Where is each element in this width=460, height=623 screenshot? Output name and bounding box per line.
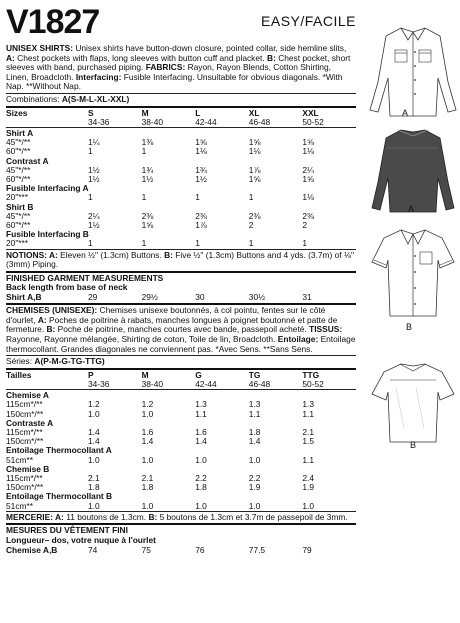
yardage-row: [6, 221, 356, 230]
yardage-cell: 1.8: [141, 483, 154, 493]
yardage-cell: 1⅛: [195, 147, 207, 157]
yardage-cell: 1.2: [88, 400, 100, 410]
yardage-cell: 1½: [195, 174, 207, 184]
yardage-cell: 1: [195, 193, 200, 203]
size-range-row: [6, 118, 356, 128]
finished-measurements-title-fr: MESURES DU VÊTEMENT FINI: [6, 525, 128, 536]
fabric-group-title: Shirt A: [6, 128, 34, 138]
back-length-label-fr: Longueur– dos, votre nuque à l'ourlet: [6, 534, 156, 545]
text-a-fr: Poches de poitrine à rabats, manches longues à poignet boutonné et patte de fermeture.: [6, 314, 338, 335]
fabric-group-title: Contraste A: [6, 418, 54, 428]
heading-b-fr: B:: [46, 324, 58, 335]
size-cell: TTG: [302, 370, 320, 380]
fabric-width-label: 60"*/**: [6, 147, 31, 157]
yardage-cell: 1.0: [88, 455, 100, 465]
yardage-cell: 1.1: [302, 455, 315, 465]
text-b: Chest pocket, short sleeves with band, purchased piping.: [6, 52, 351, 73]
range-cell: 46-48: [248, 379, 271, 389]
fabric-group-row: [6, 446, 356, 455]
mercerie-text-b: 5 boutons de 1.3cm et 3.7m de passepoil de 3mm.: [159, 511, 348, 522]
fabric-width-label: 60"*/**: [6, 174, 31, 184]
yardage-cell: 1⅛: [302, 147, 315, 157]
yardage-body-en: [6, 129, 356, 249]
fabric-group-title: Entoilage Thermocollant B: [6, 492, 113, 502]
yardage-row: [6, 239, 356, 249]
size-cell: P: [88, 370, 94, 380]
fabric-group-row: [6, 419, 356, 428]
yardage-cell: 1.1: [195, 409, 207, 419]
heading-b: B:: [267, 52, 279, 63]
fabric-group-title: Entoilage Thermocollant A: [6, 446, 112, 456]
yardage-cell: 1¾: [141, 165, 154, 175]
yardage-cell: 2⅜: [195, 211, 207, 221]
combinations-line: [6, 95, 356, 105]
yardage-cell: 1⅛: [248, 147, 261, 157]
yardage-row: [6, 456, 356, 465]
yardage-cell: 1: [88, 239, 93, 249]
yardage-row: [6, 166, 356, 175]
yardage-row: [6, 138, 356, 147]
fabric-width-label: 20"***: [6, 239, 29, 249]
fabric-group-title: Fusible Interfacing B: [6, 230, 89, 240]
yardage-row: [6, 437, 356, 446]
divider: [6, 368, 356, 370]
size-cell: M: [141, 370, 149, 380]
yardage-cell: 1: [302, 239, 308, 249]
fabric-width-label: 51cm**: [6, 501, 33, 511]
measure-cell: 79: [302, 545, 312, 555]
yardage-cell: 1.0: [88, 409, 100, 419]
series-label: Séries:: [6, 356, 35, 367]
shirt-b-back-illustration: [368, 358, 458, 446]
yardage-cell: 1.4: [248, 437, 261, 447]
yardage-cell: 1½: [141, 174, 154, 184]
divider: [6, 106, 356, 108]
range-cell: 42-44: [195, 379, 217, 389]
blank-cell: [6, 380, 88, 390]
yardage-row: [6, 502, 356, 512]
yardage-cell: 1.9: [248, 483, 261, 493]
yardage-cell: 1.1: [248, 409, 261, 419]
yardage-cell: 1.0: [141, 455, 154, 465]
fabric-width-label: 115cm*/**: [6, 400, 43, 410]
yardage-cell: 1½: [88, 174, 100, 184]
yardage-cell: 1⅞: [195, 221, 207, 230]
yardage-cell: 1.6: [195, 427, 207, 437]
difficulty-level: EASY/FACILE: [261, 13, 356, 29]
yardage-cell: 2.2: [195, 473, 207, 483]
size-cell: XXL: [302, 108, 319, 118]
series-value: A(P-M-G-TG-TTG): [34, 356, 105, 367]
yardage-cell: 1⅛: [302, 193, 315, 203]
yardage-cell: 1½: [88, 221, 100, 230]
range-cell: 34-36: [88, 379, 110, 389]
series-line: [6, 357, 356, 367]
figure-label-b-back: B: [410, 440, 417, 450]
yardage-cell: 1: [248, 239, 254, 249]
fabric-group-title: Chemise B: [6, 464, 50, 474]
yardage-cell: 1: [88, 147, 93, 157]
notions-en: [6, 251, 356, 270]
text-entoilage: Entoilage thermocollant. Grandes diagonales ne conviennent pas. *Avec Sens. **Sans Sens.: [6, 333, 356, 354]
fabric-group-row: [6, 492, 356, 501]
heading-a-fr: A:: [37, 314, 50, 325]
fabric-group-title: Contrast A: [6, 156, 49, 166]
yardage-cell: 1.0: [141, 501, 154, 511]
fabric-width-label: 45"*/**: [6, 138, 31, 148]
yardage-cell: 1.4: [195, 437, 207, 447]
fabric-group-row: [6, 230, 356, 239]
pattern-info-column: [6, 44, 356, 555]
combinations-value: A(S-M-L-XL-XXL): [61, 93, 130, 104]
fabric-width-label: 45"*/**: [6, 165, 31, 175]
yardage-cell: 1.0: [195, 501, 207, 511]
yardage-cell: 1.4: [88, 427, 100, 437]
measure-cell: 76: [195, 545, 205, 555]
yardage-cell: 1: [141, 193, 147, 203]
yardage-cell: 1: [88, 193, 93, 203]
measure-cell: 75: [141, 545, 151, 555]
fabric-group-row: [6, 465, 356, 474]
size-cell: XL: [248, 108, 260, 118]
yardage-cell: 1⅝: [302, 138, 315, 148]
yardage-cell: 1.0: [302, 501, 315, 511]
range-cell: 38-40: [141, 379, 164, 389]
yardage-cell: 1: [195, 239, 200, 249]
yardage-cell: 1⅝: [248, 174, 261, 184]
yardage-body-fr: [6, 391, 356, 511]
measure-cell: 31: [302, 292, 312, 302]
heading-entoilage: Entoilage:: [277, 333, 321, 344]
fabric-width-label: 20"***: [6, 193, 29, 203]
heading-tissus: TISSUS:: [309, 324, 343, 335]
size-cell: G: [195, 370, 202, 380]
text-unisex: Unisex shirts have button-down closure, pointed collar, side hemline slits,: [75, 43, 347, 53]
mercerie-heading: MERCERIE: A:: [6, 511, 67, 522]
size-header-row: [6, 109, 356, 118]
yardage-cell: 1.2: [141, 400, 154, 410]
yardage-table-en: [6, 109, 356, 251]
heading-fabrics: FABRICS:: [145, 62, 188, 73]
fabric-group-row: [6, 184, 356, 193]
fabric-width-label: 150cm*/**: [6, 409, 44, 419]
measure-cell: 29: [88, 292, 98, 302]
yardage-cell: 1.3: [248, 400, 261, 410]
yardage-cell: 1.3: [302, 400, 315, 410]
range-cell: 46-48: [248, 117, 271, 127]
pattern-number: V1827: [6, 3, 100, 41]
yardage-cell: 2: [248, 221, 254, 230]
heading-unisex: UNISEX SHIRTS:: [6, 43, 76, 53]
fabric-group-row: [6, 129, 356, 138]
yardage-cell: 1½: [88, 165, 100, 175]
measure-cell: 74: [88, 545, 98, 555]
sizes-label: Sizes: [6, 108, 28, 118]
range-cell: 50-52: [302, 117, 324, 127]
finished-row-en: [6, 293, 356, 302]
yardage-table-fr: [6, 371, 356, 513]
size-cell: L: [195, 108, 201, 118]
finished-measurements-title: FINISHED GARMENT MEASUREMENTS: [6, 272, 164, 283]
fabric-width-label: 150cm*/**: [6, 483, 44, 493]
measure-cell: 30½: [248, 292, 266, 302]
mercerie-text-a: 11 boutons de 1.3cm.: [66, 511, 149, 522]
fabric-width-label: 115cm*/**: [6, 473, 43, 483]
yardage-cell: 1.3: [195, 400, 207, 410]
fabric-group-title: Fusible Interfacing A: [6, 184, 89, 194]
size-header-row: [6, 371, 356, 380]
shirt-a-back-illustration: [368, 124, 458, 216]
fabric-group-row: [6, 157, 356, 166]
yardage-cell: 1: [141, 147, 147, 157]
heading-interfacing: Interfacing:: [75, 71, 124, 82]
fabric-width-label: 45"*/**: [6, 211, 31, 221]
fabric-group-title: Shirt B: [6, 202, 34, 212]
yardage-cell: 1.0: [248, 501, 261, 511]
yardage-cell: 1⅝: [195, 138, 207, 148]
notions-heading: NOTIONS: A:: [6, 249, 61, 260]
yardage-cell: 1⅝: [141, 221, 154, 230]
yardage-cell: 1⅝: [248, 138, 261, 148]
yardage-row: [6, 212, 356, 221]
finished-row-fr: [6, 546, 356, 555]
description-en: [6, 44, 356, 92]
yardage-cell: 1⅜: [141, 138, 154, 148]
figure-label-a-back: A: [408, 204, 415, 214]
yardage-cell: 1.0: [195, 455, 207, 465]
range-cell: 34-36: [88, 117, 110, 127]
yardage-cell: 1¾: [195, 165, 207, 175]
measure-cell: 77.5: [248, 545, 266, 555]
size-range-row: [6, 380, 356, 390]
yardage-row: [6, 175, 356, 184]
fabric-group-row: [6, 203, 356, 212]
yardage-cell: 2.2: [248, 473, 261, 483]
combinations-label: Combinations:: [6, 93, 62, 104]
yardage-cell: 2: [302, 221, 308, 230]
yardage-cell: 1.8: [248, 427, 261, 437]
yardage-row: [6, 410, 356, 419]
yardage-cell: 1.4: [141, 437, 154, 447]
yardage-cell: 1.5: [302, 437, 315, 447]
yardage-cell: 2⅜: [248, 211, 261, 221]
yardage-cell: 1.4: [88, 437, 100, 447]
notions-b-heading: B:: [164, 249, 176, 260]
yardage-row: [6, 193, 356, 202]
yardage-cell: 1.1: [302, 409, 315, 419]
yardage-cell: 1⅞: [248, 165, 261, 175]
yardage-cell: 1.8: [88, 483, 100, 493]
notions-text-a: Eleven ½" (1.3cm) Buttons.: [60, 249, 165, 260]
text-chemises: Chemises unisexe boutonnés, à col pointu, fentes sur le côté d'ourlet,: [6, 305, 326, 325]
size-cell: S: [88, 108, 94, 118]
size-cell: M: [141, 108, 149, 118]
back-length-label: Back length from base of neck: [6, 282, 128, 293]
yardage-cell: 2⅜: [302, 211, 315, 221]
text-b-fr: Poche de poitrine, manches courtes avec bande, passepoil acheté.: [57, 324, 310, 335]
yardage-cell: 1.0: [141, 409, 154, 419]
blank-cell: [6, 118, 88, 128]
yardage-cell: 1.0: [248, 455, 261, 465]
yardage-cell: 1.0: [88, 501, 100, 511]
notions-text-b: Five ½" (1.3cm) Buttons and 4 yds. (3.7m) of ⅛" (3mm) Piping.: [6, 249, 354, 270]
fabric-group-row: [6, 391, 356, 400]
shirt-a-front-illustration: [368, 22, 458, 120]
heading-chemises: CHEMISES (UNISEXE):: [6, 305, 100, 316]
fabric-group-title: Chemise A: [6, 391, 49, 401]
fabric-width-label: 51cm**: [6, 455, 33, 465]
yardage-cell: 2¼: [302, 165, 315, 175]
yardage-row: [6, 147, 356, 156]
range-cell: 50-52: [302, 379, 324, 389]
yardage-cell: 2.1: [141, 473, 154, 483]
mercerie-b-heading: B:: [148, 511, 160, 522]
yardage-cell: 2¼: [88, 211, 100, 221]
yardage-cell: 1: [141, 239, 147, 249]
yardage-cell: 2.4: [302, 473, 315, 483]
yardage-cell: 1.6: [141, 427, 154, 437]
size-cell: TG: [248, 370, 261, 380]
yardage-cell: 2⅜: [141, 211, 154, 221]
figure-label-b: B: [406, 322, 413, 332]
yardage-cell: 1¼: [88, 138, 100, 148]
text-fabrics: Rayon, Rayon Blends, Cotton Shirting, Linen, Broadcloth.: [6, 62, 331, 82]
description-fr: [6, 306, 356, 354]
fabric-width-label: 60"*/**: [6, 221, 31, 230]
text-interfacing: Fusible Interfacing. Unsuitable for obvious diagonals. *With Nap. **Without Nap.: [6, 71, 343, 92]
garment-label: Chemise A,B: [6, 545, 58, 555]
heading-a: A:: [6, 52, 18, 63]
text-a: Chest pockets with flaps, long sleeves with button cuff and placket.: [17, 52, 268, 63]
measure-cell: 29½: [141, 292, 158, 302]
yardage-row: [6, 474, 356, 483]
yardage-row: [6, 400, 356, 409]
fabric-width-label: 115cm*/**: [6, 427, 43, 437]
yardage-cell: 2.1: [88, 473, 100, 483]
shirt-b-front-illustration: [368, 222, 458, 322]
sizes-label: Tailles: [6, 370, 32, 380]
yardage-row: [6, 428, 356, 437]
yardage-cell: 1.8: [195, 483, 207, 493]
yardage-cell: 1.9: [302, 483, 315, 493]
mercerie-fr: [6, 513, 356, 523]
yardage-row: [6, 483, 356, 492]
text-tissus: Rayonne, Rayonne mélangée, Shirting de coton, Toile de lin, Broadcloth.: [6, 333, 278, 344]
header: [6, 2, 356, 46]
measure-cell: 30: [195, 292, 205, 302]
yardage-cell: 1: [248, 193, 254, 203]
figure-label-a: A: [402, 108, 409, 118]
yardage-cell: 1⅝: [302, 174, 315, 184]
range-cell: 38-40: [141, 117, 164, 127]
garment-label: Shirt A,B: [6, 292, 42, 302]
illustration-column: [362, 0, 460, 623]
yardage-cell: 2.1: [302, 427, 315, 437]
range-cell: 42-44: [195, 117, 217, 127]
fabric-width-label: 150cm*/**: [6, 437, 44, 447]
